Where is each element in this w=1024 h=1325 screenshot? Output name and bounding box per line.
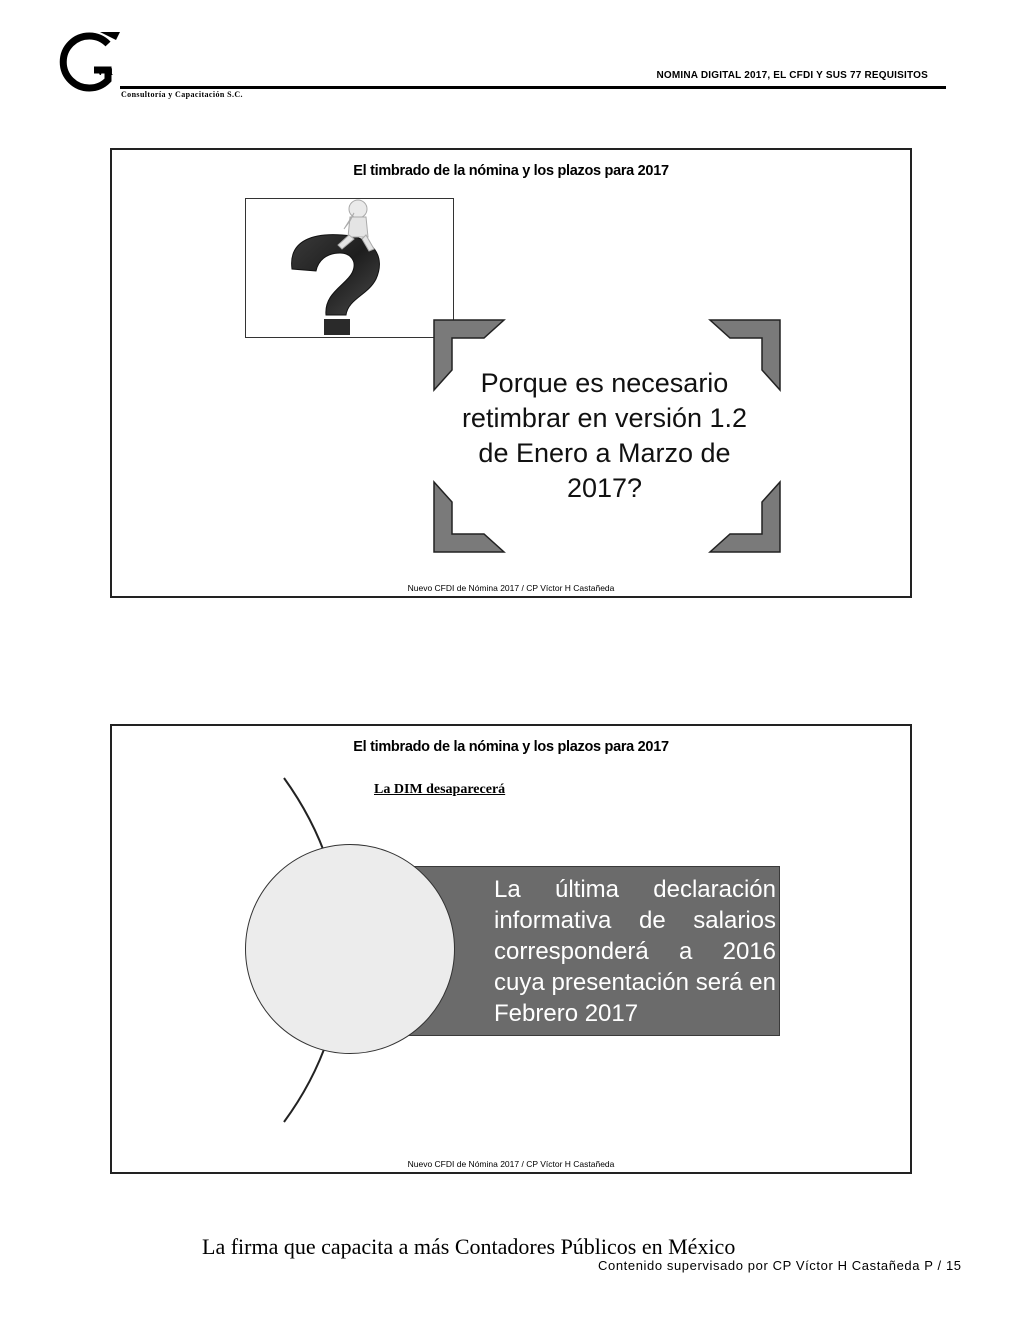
document-header-title: NOMINA DIGITAL 2017, EL CFDI Y SUS 77 REQUISITOS (656, 70, 928, 81)
header-rule (120, 86, 946, 89)
thinker-question-image (245, 198, 454, 338)
page-supervision-note: Contenido supervisado por CP Víctor H Castañeda P / 15 (598, 1258, 962, 1273)
page-tagline: La firma que capacita a más Contadores Públicos en México (202, 1234, 736, 1259)
slide-1 (110, 148, 912, 598)
logo-subtitle: Consultoría y Capacitación S.C. (121, 90, 243, 99)
slide-title: El timbrado de la nómina y los plazos para 2017 (353, 739, 669, 755)
logo-letters: va (96, 60, 113, 79)
slide-footer: Nuevo CFDI de Nómina 2017 / CP Víctor H Castañeda (407, 583, 615, 593)
slide-question: Porque es necesario retimbrar en versión 1.2 de Enero a Marzo de 2017? (461, 368, 748, 503)
slide-footer: Nuevo CFDI de Nómina 2017 / CP Víctor H Castañeda (407, 1159, 615, 1169)
slide-title: El timbrado de la nómina y los plazos para 2017 (353, 163, 669, 179)
slide-2 (110, 724, 912, 1174)
decorative-circle (245, 844, 455, 1054)
statement-text: La última declaración informativa de salarios corresponderá a 2016 cuya presentación será en Febrero 2017 (494, 876, 776, 1027)
dim-heading: La DIM desaparecerá (374, 782, 506, 797)
